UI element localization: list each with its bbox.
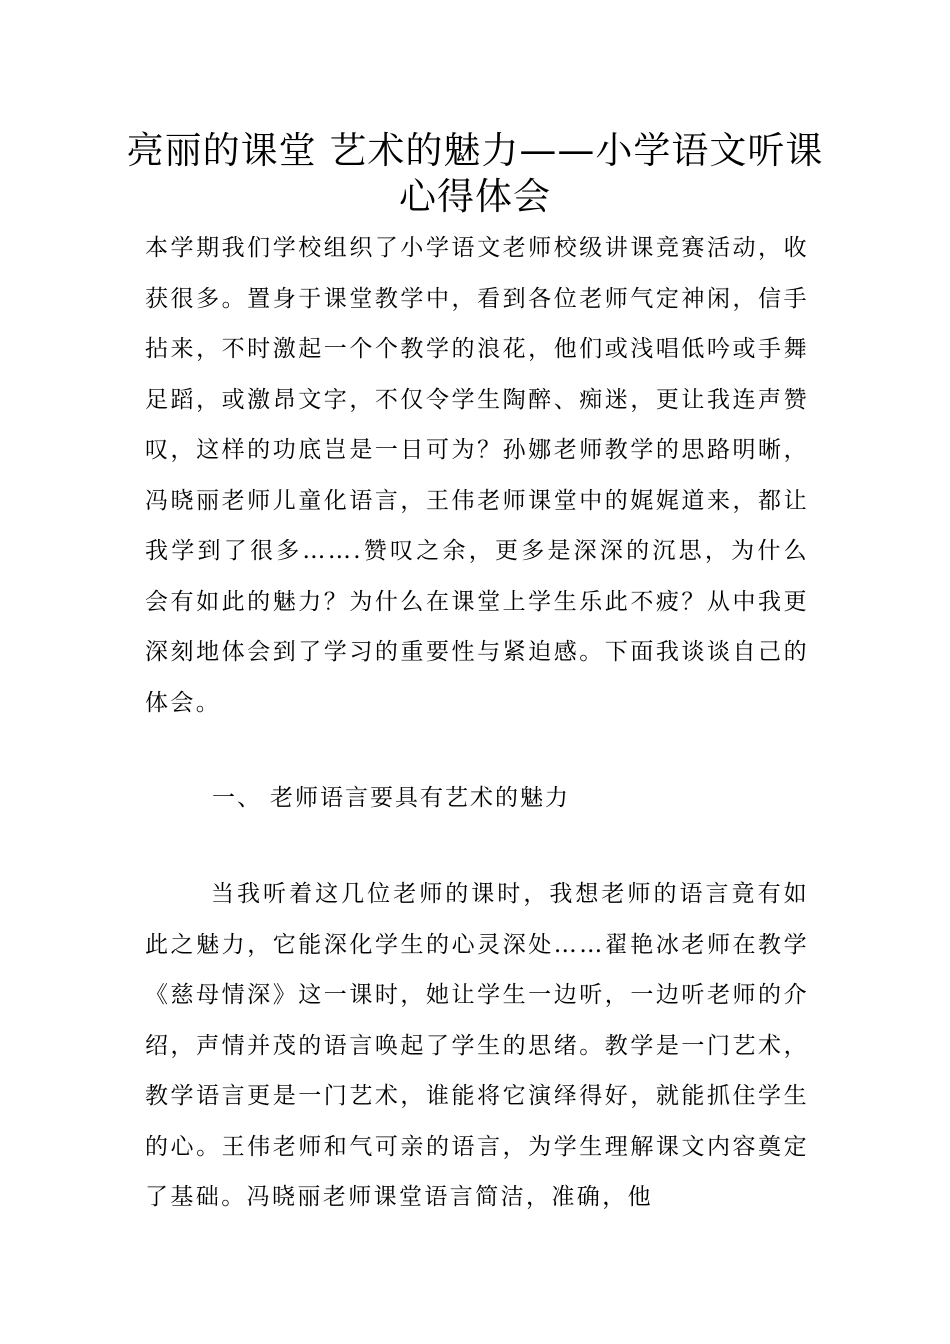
section-number: 一、 [212,785,262,811]
section-heading-text: 老师语言要具有艺术的魅力 [270,785,570,811]
intro-paragraph: 本学期我们学校组织了小学语文老师校级讲课竞赛活动，收获很多。置身于课堂教学中，看到各位老师气定神闲，信手拈来，不时激起一个个教学的浪花，他们或浅唱低吟或手舞足蹈，或激昂文字，不仅令学生陶醉、痴迷，更让我连声赞叹，这样的功底岂是一日可为？孙娜老师教学的思路明晰，冯晓丽老师儿童化语言，王伟老师课堂中的娓娓道来，都让我学到了很多…….赞叹之余，更多是深深的沉思，为什么会有如此的魅力？为什么在课堂上学生乐此不疲？从中我更深刻地体会到了学习的重要性与紧迫感。下面我谈谈自己的体会。 [145,235,809,716]
section-heading [212,778,570,818]
section-paragraph: 当我听着这几位老师的课时，我想老师的语言竟有如此之魅力，它能深化学生的心灵深处……翟艳冰老师在教学《慈母情深》这一课时，她让学生一边听，一边听老师的介绍，声情并茂的语言唤起了学生的思绪。教学是一门艺术，教学语言更是一门艺术，谁能将它演绎得好，就能抓住学生的心。王伟老师和气可亲的语言，为学生理解课文内容奠定了基础。冯晓丽老师课堂语言简洁，准确，他 [145,881,809,1210]
document-title: 亮丽的课堂 艺术的魅力——小学语文听课心得体会 [126,129,824,218]
